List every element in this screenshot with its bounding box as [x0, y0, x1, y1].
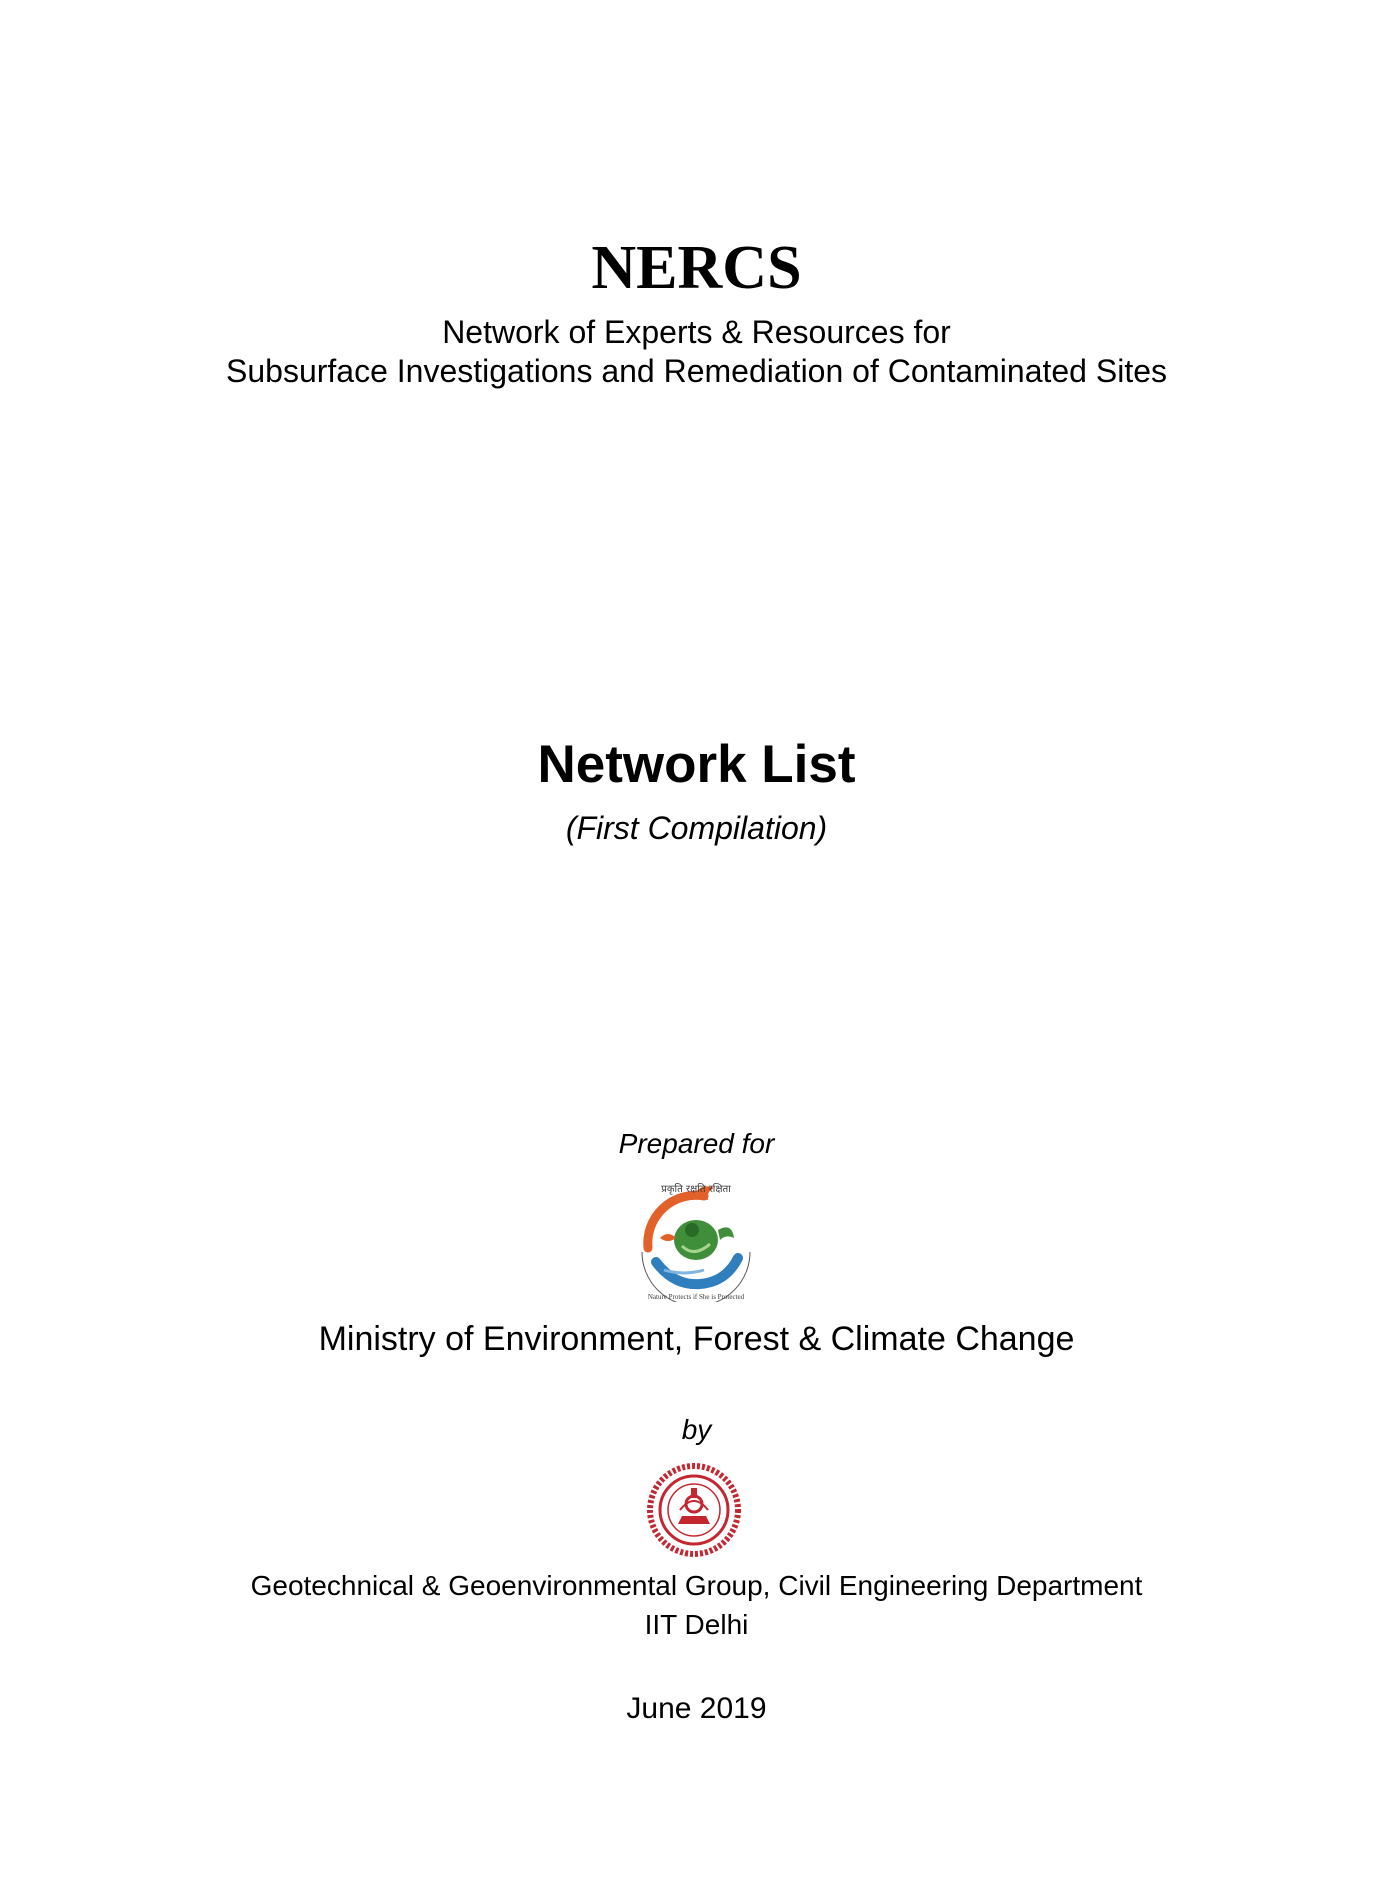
- prepared-for-label: Prepared for: [618, 1128, 775, 1159]
- acronym-title: NERCS: [591, 234, 802, 302]
- prepared-by-group: Geotechnical & Geoenvironmental Group, Civil Engineering Department: [250, 1570, 1143, 1601]
- prepared-by-label: by: [681, 1414, 712, 1445]
- acronym-expansion-line-2: Subsurface Investigations and Remediation of Contaminated Sites: [226, 353, 1167, 389]
- moefcc-motto-english: Nature Protects if She is Protected: [647, 1293, 745, 1301]
- iit-delhi-seal-icon: [646, 1462, 742, 1558]
- moefcc-motto-hindi: प्रकृति रक्षति रक्षिता: [661, 1184, 731, 1195]
- client-organization: Ministry of Environment, Forest & Climate Change: [318, 1320, 1075, 1358]
- document-title: Network List: [537, 735, 856, 794]
- acronym-expansion-line-1: Network of Experts & Resources for: [442, 314, 951, 350]
- document-subtitle: (First Compilation): [565, 810, 828, 846]
- moefcc-emblem-icon: [634, 1178, 758, 1302]
- publication-date: June 2019: [626, 1692, 767, 1725]
- prepared-by-institution: IIT Delhi: [644, 1609, 749, 1640]
